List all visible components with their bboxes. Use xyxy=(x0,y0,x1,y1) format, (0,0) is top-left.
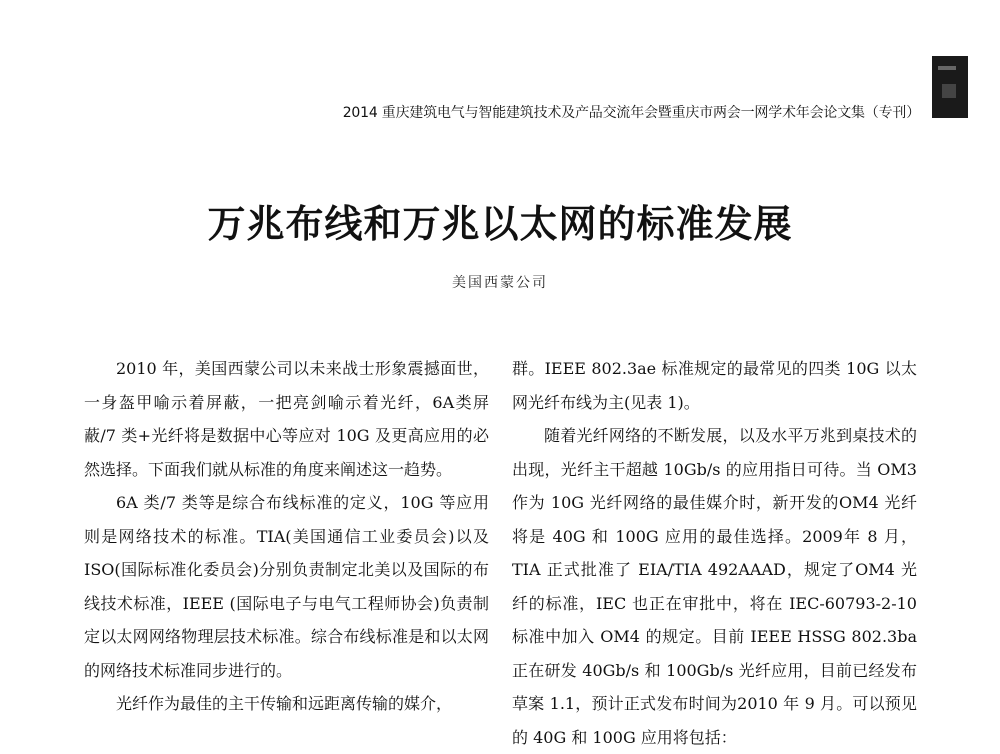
paragraph-continuation: 群。IEEE 802.3ae 标准规定的最常见的四类 10G 以太网光纤布线为主(见表 1)。 xyxy=(512,359,917,412)
paragraph: 2010 年，美国西蒙公司以未来战士形象震撼面世，一身盔甲喻示着屏蔽，一把亮剑喻示着光纤，6A类屏蔽/7 类+光纤将是数据中心等应对 10G 及更高应用的必然选择。下面我们就从标准的角度来阐述这一趋势。 xyxy=(84,359,489,479)
body-right-column xyxy=(512,352,917,754)
body-left-column xyxy=(84,352,489,721)
page-edge-tab-marker xyxy=(932,56,968,118)
running-header: 2014 重庆建筑电气与智能建筑技术及产品交流年会暨重庆市两会一网学术年会论文集（专刊） xyxy=(342,105,920,121)
article-title: 万兆布线和万兆以太网的标准发展 xyxy=(207,202,793,246)
paragraph: 随着光纤网络的不断发展，以及水平万兆到桌技术的出现，光纤主干超越 10Gb/s 的应用指日可待。当 OM3 作为 10G 光纤网络的最佳媒介时，新开发的OM4 光纤将是 40G 和 100G 应用的最佳选择。2009年 8 月，TIA 正式批准了 EIA/TIA 492AAAD，规定了OM4 光纤的标准，IEC 也正在审批中，将在 IEC-60793-2-10 标准中加入 OM4 的规定。目前 IEEE HSSG 802.3ba 正在研发 40Gb/s 和 100Gb/s 光纤应用，目前已经发布草案 1.1，预计正式发布时间为2010 年 9 月。可以预见的 40G 和 100G 应用将包括： xyxy=(512,426,917,747)
paragraph: 光纤作为最佳的主干传输和远距离传输的媒介， xyxy=(116,694,453,713)
article-author: 美国西蒙公司 xyxy=(452,275,548,291)
paragraph: 6A 类/7 类等是综合布线标准的定义，10G 等应用则是网络技术的标准。TIA(美国通信工业委员会)以及 ISO(国际标准化委员会)分别负责制定北美以及国际的布线技术标准，IEEE (国际电子与电气工程师协会)负责制定以太网网络物理层技术标准。综合布线标准是和以太网的网络技术标准同步进行的。 xyxy=(84,493,489,680)
